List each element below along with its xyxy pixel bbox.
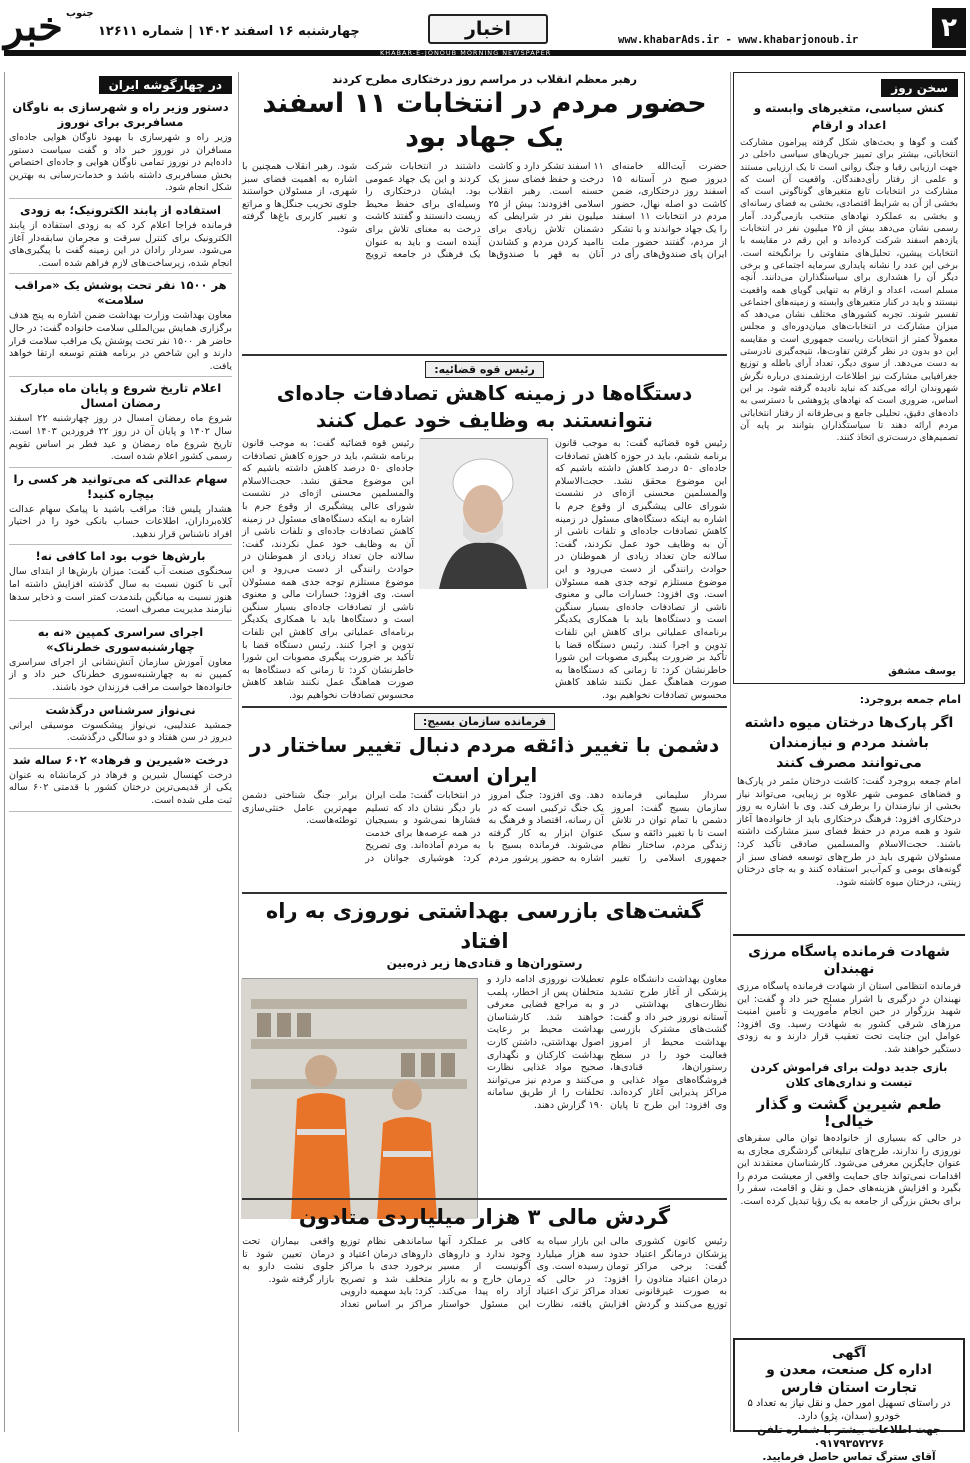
ad-body: در راستای تسهیل امور حمل و نقل نیاز به تعداد ۵ خودرو (سدان، پژو) دارد. bbox=[747, 1398, 951, 1422]
methadone-story bbox=[242, 1202, 727, 1432]
basij-headline: دشمن با تغییر ذائقه مردم دنبال تغییر ساختار در ایران است bbox=[249, 733, 720, 787]
judiciary-headline: دستگاه‌ها در زمینه کاهش تصادفات جاده‌ای نتوانستند به وظایف خود عمل کنند bbox=[276, 381, 693, 432]
judiciary-body-right: رئیس قوه قضائیه گفت: به موجب قانون برنامه ششم، باید در حوزه کاهش تصادفات جاده‌ای ۵۰ درصد کاهش داشته باشیم که این موضوع محقق نشد. حجت‌الاسلام والمسلمین محسنی اژه‌ای در نشست شورای عالی پیشگیری از وقوع جرم با اشاره به اینکه دستگاه‌های مسئول در زمینه کاهش تصادفات جاده‌ای و تلفات ناشی از آن به وظایف خود عمل نکردند، گفت: سالانه جان تعداد زیادی از هموطنان در حوادث رانندگی از دست می‌رود و این موضوع مستلزم توجه جدی همه مسئولان است. وی افزود: خسارات مالی و معنوی ناشی از تصادفات جاده‌ای بسیار سنگین است و دستگاه‌ها باید با همکاری یکدیگر برنامه‌ای عملیاتی برای کاهش این تلفات تدوین و اجرا کنند. رئیس دستگاه قضا با تأکید بر ضرورت پیگیری مصوبات این شورا خاطرنشان کرد: تا زمانی که دستگاه‌ها به صورت هماهنگ عمل نکنند شاهد کاهش محسوس تصادفات نخواهیم بود. bbox=[555, 438, 727, 701]
methadone-headline: گردش مالی ۳ هزار میلیاردی متادون bbox=[298, 1205, 671, 1229]
martyr-story bbox=[733, 934, 965, 1054]
website-links[interactable]: www.khabarAds.ir - www.khabarjonoub.ir bbox=[618, 34, 859, 46]
iran-corners-tag: در چهارگوشه ایران bbox=[99, 76, 232, 94]
editorial-title: کنش سیاسی، متغیرهای وابسته و اعداد و ارقام bbox=[753, 101, 945, 132]
friday-body: امام جمعه بروجرد گفت: کاشت درختان مثمر در پارک‌ها و فضاهای عمومی شهر علاوه بر زیبایی، می‌تواند نیاز بخشی از نیازمندان را برطرف کند. وی با اشاره به روز درختکاری افزود: فرهنگ درختکاری باید از خانواده‌ها آغاز شود و همه مردم در حفظ فضای سبز مشارکت داشته باشند. حجت‌الاسلام والمسلمین صادقی تأکید کرد: مسئولان شهری باید در طرح‌های توسعه فضای سبز از گونه‌های بومی و کم‌آب‌بر استفاده کنند و به جای درختان زینتی، درختان میوه کاشته شود. bbox=[737, 776, 961, 888]
news-brief-title: نی‌نواز سرشناس درگذشت bbox=[45, 702, 196, 717]
classified-ad bbox=[733, 1338, 965, 1463]
ad-title: اداره کل صنعت، معدن و تجارت استان فارس bbox=[766, 1362, 932, 1396]
divider bbox=[242, 706, 727, 708]
methadone-body: رئیس کانون کشوری پزشکان درمانگر اعتیاد گفت: برخی مراکز درمان اعتیاد متادون را به صورت غیرقانونی توزیع می‌کنند و گردش مالی این بازار سیاه به حدود سه هزار میلیارد تومان رسیده است. وی افزود: در حالی که تعداد مراکز ترک اعتیاد افزایش یافته، نظارت کافی بر عملکرد آنها وجود ندارد و داروهای آگونیست از مسیر درمان خارج و به بازار آزاد راه پیدا می‌کند. این مسئول خواستار ساماندهی نظام توزیع داروهای درمان اعتیاد و برخورد جدی با مراکز متخلف شد و تصریح کرد: باید سهمیه دارویی مراکز بر اساس تعداد واقعی بیماران تحت درمان تعیین شود تا جلوی نشت دارو به بازار گرفته شود. bbox=[242, 1236, 727, 1310]
news-brief bbox=[9, 278, 232, 377]
masthead bbox=[0, 0, 970, 56]
inspection-photo bbox=[242, 978, 478, 1218]
news-brief-title: درخت «شیرین و فرهاد» ۶۰۲ ساله شد bbox=[12, 752, 229, 767]
judiciary-tag: رئیس قوه قضائیه: bbox=[425, 361, 544, 378]
editorial-box bbox=[733, 72, 965, 684]
logo-sub: جنوب bbox=[66, 8, 94, 19]
ad-contact-name: آقای سترگ تماس حاصل فرمایید. bbox=[762, 1451, 936, 1463]
travel-body: در حالی که بسیاری از خانواده‌ها توان مالی سفرهای نوروزی را ندارند، طرح‌های تبلیغاتی گردشگری مجازی به عنوان جایگزین معرفی می‌شود. کارشناسان معتقدند این اقدامات نمی‌تواند جای حمایت واقعی از معیشت مردم را بگیرد و افزایش هزینه‌های حمل و نقل و اقامت، سفر را برای بخش بزرگی از جامعه به یک رؤیا تبدیل کرده است. bbox=[737, 1133, 961, 1207]
inspection-headline: گشت‌های بازرسی بهداشتی نوروزی به راه افتاد bbox=[265, 899, 704, 953]
ad-label: آگهی bbox=[832, 1346, 866, 1361]
lead-kicker: رهبر معظم انقلاب در مراسم روز درختکاری مطرح کردند bbox=[332, 73, 637, 86]
iran-corners-column bbox=[4, 72, 236, 1432]
basij-story bbox=[242, 710, 727, 890]
basij-body: سردار سلیمانی فرمانده سازمان بسیج گفت: امروز دشمن با تمام توان در تلاش است تا با تغییر ذائقه و سبک زندگی مردم، ساختار نظام جمهوری اسلامی را تغییر دهد. وی افزود: جنگ امروز یک جنگ ترکیبی است که در آن رسانه، اقتصاد و فرهنگ به عنوان ابزار به کار گرفته می‌شوند. فرمانده بسیج با اشاره به حضور پرشور مردم در انتخابات گفت: ملت ایران بار دیگر نشان داد که تسلیم فشارها نمی‌شود و بسیجیان در همه عرصه‌ها برای خدمت به مردم آماده‌اند. وی تصریح کرد: هوشیاری جوانان در برابر جنگ شناختی دشمن مهم‌ترین عامل خنثی‌سازی توطئه‌هاست. bbox=[242, 790, 727, 864]
news-brief-body: هشدار پلیس فتا: مراقب باشید با پیامک سهام عدالت کلاه‌برداران، اطلاعات حساب بانکی خود را در اختیار افراد ناشناس قرار ندهید. bbox=[9, 503, 232, 540]
inspection-story bbox=[242, 896, 727, 1196]
column-divider bbox=[730, 72, 731, 1432]
travel-story bbox=[733, 1058, 965, 1334]
divider bbox=[242, 354, 727, 356]
martyr-title: شهادت فرمانده پاسگاه مرزی نهبندان bbox=[748, 944, 950, 977]
news-brief-title: هر ۱۵۰۰ نفر تحت پوشش یک «مراقب سلامت» bbox=[14, 278, 227, 308]
column-divider bbox=[238, 72, 239, 1432]
news-brief-title: اجرای سراسری کمپین «نه به چهارشنبه‌سوری خطرناک» bbox=[37, 624, 204, 654]
section-title: اخبار bbox=[428, 14, 548, 44]
friday-prayer-story bbox=[733, 690, 965, 928]
news-brief bbox=[9, 753, 232, 812]
editorial-body: گفت و گوها و بحث‌های شکل گرفته پیرامون مشارکت انتخاباتی، بیشتر برای تمییز جریان‌های سیاسی داخلی در جهت ارزیابی رقبا و جنگ روانی است تا یک ارزیابی مستند و علمی از رفتار رأی‌دهندگان. واقعیت آن است که مشارکت در انتخابات تابع متغیرهای گوناگونی است که بخشی از آن به شرایط اقتصادی، بخشی به فضای رسانه‌ای و بخشی به عملکرد نهادهای منتخب بازمی‌گردد. آمار رسمی نشان می‌دهد بیش از ۲۵ میلیون نفر در انتخابات یازدهم اسفند شرکت کرده‌اند و این رقم در مقایسه با انتخابات پیشین، تحلیل‌های متفاوتی را برانگیخته است. برخی این عدد را نشانه پایداری سرمایه اجتماعی و برخی دیگر آن را هشداری برای سیاستگذاران می‌دانند. آنچه مسلم است، اعداد و ارقام به تنهایی گویای همه واقعیت نیستند و باید در کنار متغیرهای وابسته و زمینه‌های اجتماعی تفسیر شوند. تجربه کشورهای مختلف نشان می‌دهد که میزان مشارکت در انتخابات‌های میان‌دوره‌ای و مجلس معمولاً کمتر از انتخابات ریاست جمهوری است و مقایسه این دو بدون در نظر گرفتن تفاوت‌ها، نتیجه‌گیری نادرستی به دست می‌دهد. از سوی دیگر، تعداد آرای باطله و توزیع جغرافیایی مشارکت نیز اطلاعات ارزشمندی درباره نگرش شهروندان ارائه می‌کند که نباید نادیده گرفته شود. بر این اساس، ضروری است که نهادهای پژوهشی با دسترسی به داده‌های دقیق، تحلیلی جامع و بی‌طرفانه از رفتار انتخاباتی مردم ارائه دهند تا سیاستگذاران بتوانند بر پایه آن تصمیم‌های درست‌تری اتخاذ کنند. bbox=[740, 138, 958, 444]
news-brief-body: سخنگوی صنعت آب گفت: میزان بارش‌ها از ابتدای سال آبی تا کنون نسبت به سال گذشته افزایش داشته اما هنوز نسبت به میانگین بلندمدت کمتر است و ذخایر سدها نیازمند مدیریت مصرف است. bbox=[9, 566, 232, 616]
inspection-body: معاون بهداشت دانشگاه علوم پزشکی از آغاز طرح تشدید نظارت‌های بهداشتی در آستانه نوروز خبر داد و گفت: گشت‌های مشترک بازرسی بهداشت محیط از امروز فعالیت خود را در سطح رستوران‌ها، قنادی‌ها، فروشگاه‌های مواد غذایی و مراکز پذیرایی آغاز کرده‌اند. وی افزود: این طرح تا پایان تعطیلات نوروزی ادامه دارد و متخلفان پس از اخطار، پلمب و به مراجع قضایی معرفی خواهند شد. کارشناسان بهداشت محیط بر رعایت اصول بهداشتی، داشتن کارت بهداشت کارکنان و نگهداری صحیح مواد غذایی نظارت می‌کنند و مردم نیز می‌توانند تخلفات را از طریق سامانه ۱۹۰ گزارش دهند. bbox=[487, 974, 727, 1111]
friday-kicker: امام جمعه بروجرد: bbox=[859, 693, 961, 706]
news-brief-title: بارش‌ها خوب بود اما کافی نه! bbox=[35, 549, 206, 564]
news-brief bbox=[9, 703, 232, 749]
editorial-tag: سخن روز bbox=[881, 79, 958, 97]
travel-kicker-2: تیست و نداری‌های کلان bbox=[785, 1076, 913, 1089]
divider bbox=[242, 892, 727, 894]
basij-tag: فرمانده سازمان بسیج: bbox=[414, 713, 555, 730]
news-brief-body: شروع ماه رمضان امسال در روز چهارشنبه ۲۲ اسفند سال ۱۴۰۲ و پایان آن در روز ۲۲ فروردین ۱۴۰۳ است. تاریخ شروع ماه رمضان و عید فطر بر اساس تقویم رسمی کشور اعلام شده است. bbox=[9, 413, 232, 463]
friday-title: اگر پارک‌ها درختان میوه داشته باشند مردم و نیازمندان می‌توانند مصرف کنند bbox=[744, 715, 954, 771]
ad-contact: جهت اطلاعات بیشتر با شماره تلفن ۰۹۱۷۹۳۵۷۲۷۶ bbox=[757, 1424, 941, 1450]
inspection-sub: رستوران‌ها و قنادی‌ها زیر ذره‌بین bbox=[386, 956, 583, 970]
iran-corners-list bbox=[5, 100, 236, 812]
news-brief-body: معاون آموزش سازمان آتش‌نشانی از اجرای سراسری کمپین نه به چهارشنبه‌سوری خطرناک خبر داد و از خانواده‌ها خواست مراقب فرزندان خود باشند. bbox=[9, 656, 232, 694]
divider bbox=[242, 1198, 727, 1200]
inspectors-photo-icon bbox=[241, 979, 477, 1219]
lead-body: حضرت آیت‌الله خامنه‌ای دیروز صبح در آستانه ۱۵ اسفند روز درختکاری، ضمن کاشت دو اصله نهال، حضور مردم در انتخابات ۱۱ اسفند را یک جهاد خواندند و با تشکر از مردم، گفتند حضور ملت ایران پای صندوق‌های رأی در ۱۱ اسفند تشکر دارد و کاشت درخت و حفظ فضای سبز یک حسنه است. رهبر انقلاب اسلامی افزودند: بیش از ۲۵ میلیون نفر در شرایطی که دشمنان تلاش زیادی برای ناامید کردن مردم و کشاندن آنان به قهر با صندوق‌ها داشتند در انتخابات شرکت کردند و این یک جهاد عمومی بود. ایشان درختکاری را وسیله‌ای برای حفظ محیط زیست دانستند و گفتند کاشت درخت به معنای تلاش برای آینده است و باید به عنوان یک فرهنگ در جامعه ترویج شود. رهبر انقلاب همچنین با اشاره به اهمیت فضای سبز شهری، از مسئولان خواستند جلوی تخریب جنگل‌ها و مراتع و تغییر کاربری باغ‌ها گرفته شود. bbox=[242, 161, 728, 261]
news-brief-title: استفاده از پابند الکترونیک؛ به زودی bbox=[20, 202, 221, 217]
lead-story bbox=[242, 72, 727, 352]
news-brief bbox=[9, 100, 232, 199]
portrait-icon bbox=[419, 439, 547, 589]
logo-text: خبر bbox=[4, 3, 63, 50]
judiciary-chief-photo bbox=[420, 438, 548, 588]
news-brief-body: جمشید عندلیبی، نی‌نواز پیشکسوت موسیقی ایرانی دیروز در سن هفتاد و دو سالگی درگذشت. bbox=[9, 719, 232, 744]
martyr-body: فرمانده انتظامی استان از شهادت فرمانده پاسگاه مرزی نهبندان در درگیری با اشرار مسلح خبر داد و گفت: این شهید بزرگوار در حین انجام مأموریت و تأمین امنیت مرزهای شرقی کشور به شهادت رسید. وی افزود: عوامل این جنایت تحت تعقیب قرار دارند و به زودی دستگیر خواهند شد. bbox=[737, 981, 961, 1055]
news-brief-body: درخت کهنسال شیرین و فرهاد در کرمانشاه به عنوان یکی از قدیمی‌ترین درختان کشور با قدمتی ۶۰۲ ساله ثبت ملی شده است. bbox=[9, 769, 232, 806]
travel-title: طعم شیرین گشت و گذار خیالی! bbox=[756, 1095, 942, 1130]
news-brief bbox=[9, 203, 232, 274]
news-brief-title: سهام عدالتی که می‌توانید هر کسی را بیچاره کنید! bbox=[13, 471, 228, 501]
page-number: ۲ bbox=[932, 8, 966, 48]
issue-date: چهارشنبه ۱۶ اسفند ۱۴۰۲ | شماره ۱۲۶۱۱ bbox=[98, 24, 360, 39]
news-brief-title: دستور وزیر راه و شهرسازی به ناوگان مسافربری برای نوروز bbox=[12, 100, 229, 129]
news-brief-body: فرمانده فراجا اعلام کرد که به زودی استفاده از پابند الکترونیک برای کنترل سرقت و مجرمان سابقه‌دار آغاز می‌شود. سردار رادان در این زمینه گفت با پیگیری‌های انجام شده، زیرساخت‌های لازم فراهم شده است. bbox=[9, 219, 232, 269]
news-brief-title: اعلام تاریخ شروع و پایان ماه مبارک رمضان امسال bbox=[19, 381, 222, 411]
editorial-author: یوسف مشفق bbox=[888, 666, 956, 677]
judiciary-body-left: رئیس قوه قضائیه گفت: به موجب قانون برنامه ششم، باید در حوزه کاهش تصادفات جاده‌ای ۵۰ درصد کاهش داشته باشیم که این موضوع محقق نشد. حجت‌الاسلام والمسلمین محسنی اژه‌ای در نشست شورای عالی پیشگیری از وقوع جرم با اشاره به اینکه دستگاه‌های مسئول در زمینه کاهش تصادفات جاده‌ای و تلفات ناشی از آن به وظایف خود عمل نکردند، گفت: سالانه جان تعداد زیادی از هموطنان در حوادث رانندگی از دست می‌رود و این موضوع مستلزم توجه جدی همه مسئولان است. وی افزود: خسارات مالی و معنوی ناشی از تصادفات جاده‌ای بسیار سنگین است و دستگاه‌ها باید با همکاری یکدیگر برنامه‌ای عملیاتی برای کاهش این تلفات تدوین و اجرا کنند. رئیس دستگاه قضا با تأکید بر ضرورت پیگیری مصوبات این شورا خاطرنشان کرد: تا زمانی که دستگاه‌ها به صورت هماهنگ عمل نکنند شاهد کاهش محسوس تصادفات نخواهیم بود. bbox=[242, 438, 414, 701]
logo bbox=[4, 3, 94, 50]
header-band-text: KHABAR-E-JONOUB MORNING NEWSPAPER bbox=[380, 49, 552, 57]
news-brief-body: معاون بهداشت وزارت بهداشت ضمن اشاره به پنج هدف برگزاری همایش بین‌المللی سلامت خانواده گفت: در حال حاضر هر ۱۵۰۰ نفر تحت پوشش یک مراقب سلامت قرار دارند و این شاخص در برنامه هفتم توسعه ارتقا خواهد یافت. bbox=[9, 310, 232, 372]
judiciary-story bbox=[242, 358, 727, 703]
news-brief bbox=[9, 625, 232, 699]
news-brief bbox=[9, 381, 232, 467]
lead-headline: حضور مردم در انتخابات ۱۱ اسفند یک جهاد بود bbox=[262, 88, 707, 153]
news-brief bbox=[9, 472, 232, 546]
news-brief bbox=[9, 549, 232, 620]
travel-kicker-1: بازی جدید دولت برای فراموش کردن bbox=[750, 1061, 948, 1074]
news-brief-body: وزیر راه و شهرسازی با بهبود ناوگان هوایی جاده‌ای مسافران در نوروز خبر داد و گفت سیاست دستور داده‌ایم در نوروز تمامی ناوگان هوایی و جاده‌ای اختصاص بخش مسافربری داشته باشد و خدمات‌رسانی به بهترین شکل انجام شود. bbox=[9, 132, 232, 194]
